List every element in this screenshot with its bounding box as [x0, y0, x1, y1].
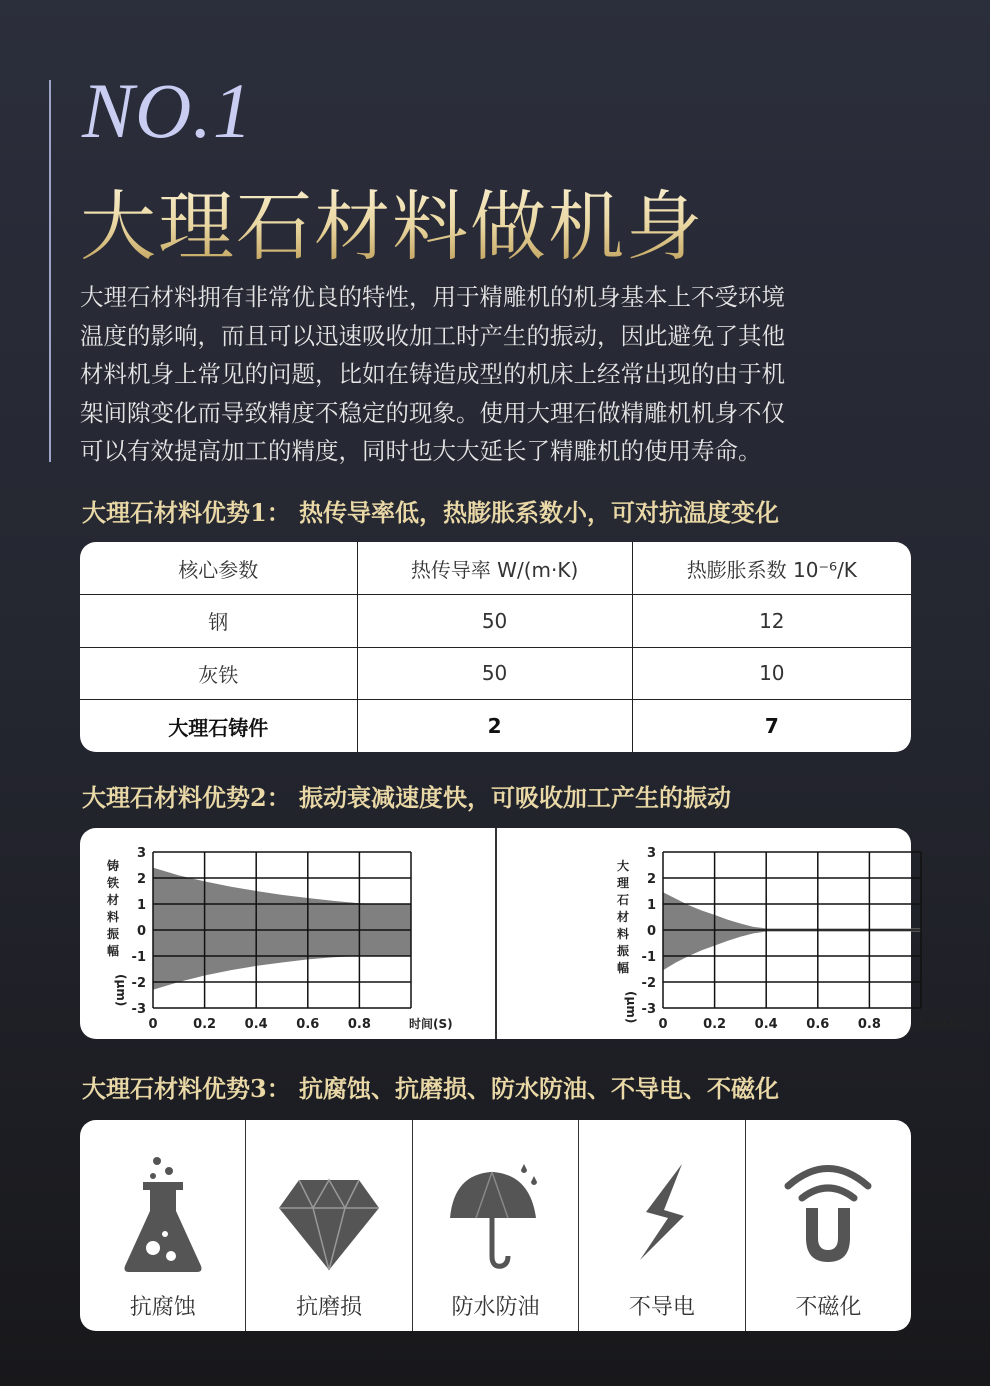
umbrella-icon	[446, 1156, 546, 1276]
y-tick-label: -1	[131, 950, 146, 965]
y-axis-label-char: 材	[616, 910, 630, 924]
header-cell: 热膨胀系数 10⁻⁶/K	[632, 542, 911, 595]
feature-corrosion	[80, 1120, 246, 1331]
table-cell: 灰铁	[80, 647, 357, 700]
y-axis-label-char: 大	[616, 859, 630, 873]
flask-icon	[113, 1156, 213, 1276]
header-cell: 热传导率 W/(m·K)	[357, 542, 632, 595]
x-tick-label: 0.2	[703, 1017, 727, 1032]
table-cell: 50	[357, 595, 632, 648]
x-tick-label: 0.8	[857, 1017, 881, 1032]
feature-label: 不导电	[628, 1295, 695, 1320]
table-cell: 钢	[80, 595, 357, 648]
intro-line: 架间隙变化而导致精度不稳定的现象。使用大理石做精雕机机身不仅	[80, 398, 785, 427]
comparison-table	[80, 542, 911, 752]
amplitude-envelope	[153, 868, 411, 990]
y-axis-label-char: 料	[616, 927, 630, 941]
y-axis-label-char: 振	[106, 927, 120, 941]
intro-line: 材料机身上常见的问题，比如在铸造成型的机床上经常出现的由于机	[80, 360, 785, 389]
accent-line	[49, 80, 51, 462]
diamond-icon	[277, 1156, 381, 1276]
x-axis-label: 时间(S)	[919, 1017, 963, 1031]
y-axis-label-char: 铁	[106, 876, 120, 890]
y-axis-label-char: 幅	[106, 944, 120, 958]
table-cell: 2	[357, 700, 632, 753]
x-axis-label: 时间(S)	[409, 1017, 453, 1031]
feature-label: 不磁化	[795, 1295, 862, 1320]
table-cell: 7	[632, 700, 911, 753]
feature-label: 抗磨损	[296, 1295, 363, 1320]
table-cell: 10	[632, 647, 911, 700]
feature-waterproof	[413, 1120, 579, 1331]
y-axis-label-char: 振	[616, 944, 630, 958]
header-cell: 核心参数	[80, 542, 357, 595]
table-cell: 50	[357, 647, 632, 700]
magnet-icon	[778, 1156, 878, 1276]
x-tick-label: 0.2	[193, 1017, 217, 1032]
y-tick-label: 2	[136, 872, 146, 887]
x-tick-label: 0.4	[754, 1017, 778, 1032]
x-tick-label: 0	[658, 1017, 668, 1032]
intro-paragraph	[80, 278, 920, 471]
y-axis-label-unit: (μm)	[114, 974, 128, 1007]
section2-heading: 大理石材料优势2： 振动衰减速度快，可吸收加工产生的振动	[82, 783, 732, 812]
page-title: 大理石材料做机身	[80, 166, 704, 275]
y-tick-label: 3	[136, 846, 146, 861]
x-tick-label: 0.6	[296, 1017, 320, 1032]
vibration-charts	[80, 828, 963, 1039]
y-tick-label: -3	[641, 1002, 656, 1017]
feature-wear	[246, 1120, 412, 1331]
y-tick-label: -2	[131, 976, 146, 991]
feature-non-conductive	[579, 1120, 745, 1331]
y-tick-label: 1	[646, 898, 656, 913]
y-axis-label-char: 幅	[616, 961, 630, 975]
intro-line: 大理石材料拥有非常优良的特性，用于精雕机的机身基本上不受环境	[80, 283, 785, 311]
y-tick-label: -1	[641, 950, 656, 965]
table-header-row	[80, 542, 911, 595]
feature-label: 抗腐蚀	[129, 1295, 196, 1320]
marble-vibration-chart	[497, 828, 963, 1039]
y-tick-label: -2	[641, 976, 656, 991]
y-axis-label-char: 材	[106, 893, 120, 907]
y-tick-label: 0	[646, 924, 656, 939]
table-row	[80, 595, 911, 648]
table-cell: 12	[632, 595, 911, 648]
intro-line: 可以有效提高加工的精度，同时也大大延长了精雕机的使用寿命。	[80, 437, 762, 466]
feature-label: 防水防油	[451, 1295, 540, 1320]
table-row	[80, 647, 911, 700]
x-tick-label: 0.8	[347, 1017, 371, 1032]
y-axis-label-char: 理	[616, 876, 630, 890]
table-row	[80, 700, 911, 753]
y-axis-label-char: 铸	[106, 859, 120, 873]
table-cell: 大理石铸件	[80, 700, 357, 753]
y-tick-label: -3	[131, 1002, 146, 1017]
y-tick-label: 0	[136, 924, 146, 939]
intro-line: 温度的影响，而且可以迅速吸收加工时产生的振动，因此避免了其他	[80, 321, 785, 350]
y-axis-label-char: 石	[616, 893, 630, 907]
section3-heading: 大理石材料优势3： 抗腐蚀、抗磨损、防水防油、不导电、不磁化	[82, 1074, 780, 1103]
lightning-icon	[632, 1156, 692, 1276]
x-tick-label: 0.6	[806, 1017, 830, 1032]
y-tick-label: 1	[136, 898, 146, 913]
section1-heading: 大理石材料优势1： 热传导率低，热膨胀系数小，可对抗温度变化	[82, 498, 780, 527]
x-tick-label: 0.4	[244, 1017, 268, 1032]
cast-iron-vibration-chart	[80, 828, 495, 1039]
features-grid	[80, 1120, 911, 1331]
y-tick-label: 3	[646, 846, 656, 861]
y-axis-label-char: 料	[106, 910, 120, 924]
section-number: NO.1	[82, 67, 253, 154]
feature-non-magnetic	[746, 1120, 911, 1331]
y-tick-label: 2	[646, 872, 656, 887]
y-axis-label-unit: (μm)	[624, 991, 638, 1024]
x-tick-label: 0	[148, 1017, 158, 1032]
